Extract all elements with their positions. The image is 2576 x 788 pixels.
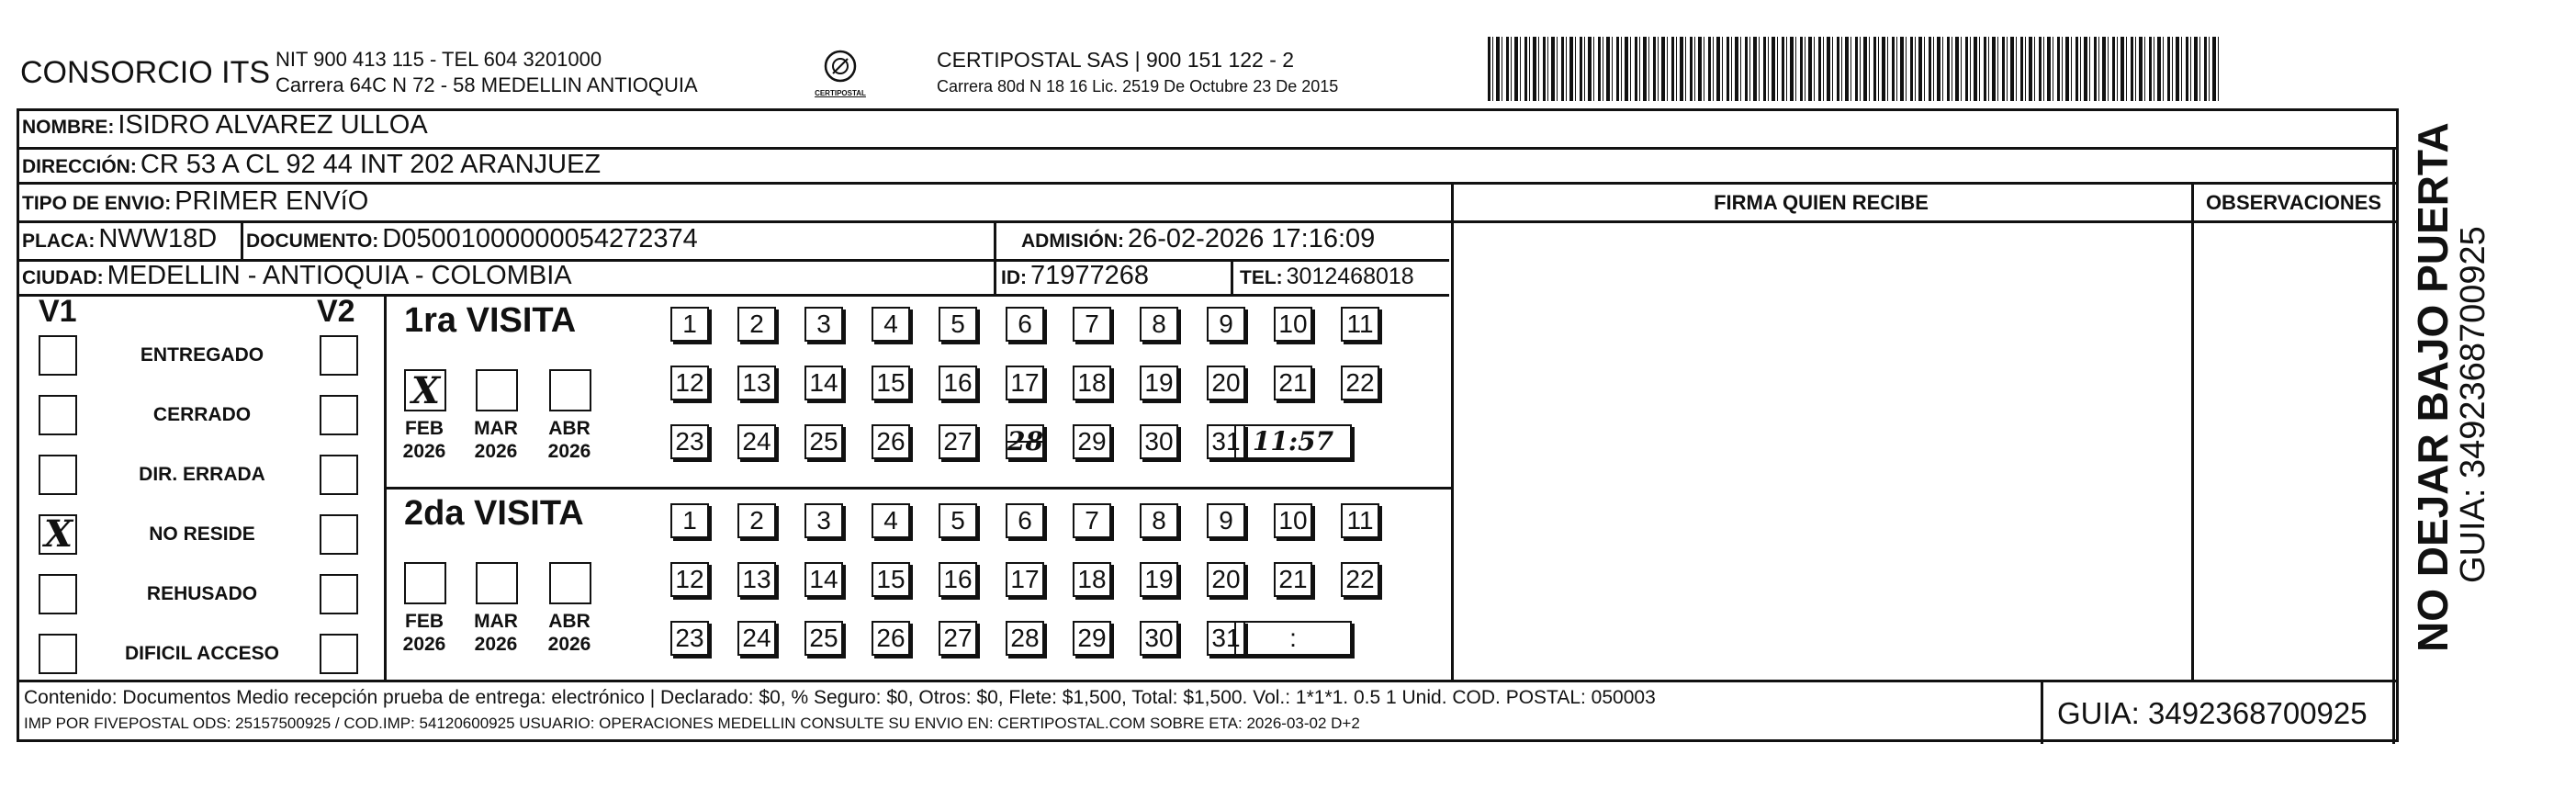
day-box[interactable]: 31 <box>1207 424 1245 459</box>
month-name: ABR <box>548 418 591 439</box>
barcode <box>1488 37 2222 101</box>
day-box[interactable]: 27 <box>939 621 977 656</box>
v1-checkbox[interactable] <box>39 634 77 674</box>
day-box[interactable]: 30 <box>1140 424 1178 459</box>
tel-value: 3012468018 <box>1286 264 1414 289</box>
day-box[interactable]: 22 <box>1341 366 1379 400</box>
day-box[interactable]: 26 <box>872 424 910 459</box>
day-box[interactable]: 10 <box>1274 503 1312 538</box>
observaciones-label: OBSERVACIONES <box>2205 191 2382 214</box>
month-year: 2026 <box>474 634 518 655</box>
status-label: DIR. ERRADA <box>139 464 265 485</box>
day-box[interactable]: 28 <box>1006 621 1044 656</box>
day-box[interactable]: 10 <box>1274 307 1312 342</box>
day-box[interactable]: 1 <box>670 503 709 538</box>
day-box[interactable]: 2 <box>737 503 776 538</box>
day-box[interactable]: 7 <box>1073 307 1111 342</box>
day-box[interactable]: 12 <box>670 562 709 597</box>
direccion-label: DIRECCIÓN: <box>22 156 137 177</box>
visit1-title: 1ra VISITA <box>404 301 577 340</box>
placa-label: PLACA: <box>22 231 96 252</box>
placa-value: NWW18D <box>98 224 218 253</box>
day-box[interactable]: 3 <box>804 307 843 342</box>
status-label: NO RESIDE <box>149 523 255 545</box>
month-label <box>542 417 597 463</box>
admision-label: ADMISIÓN: <box>1021 231 1124 252</box>
month-checkbox[interactable] <box>549 562 591 604</box>
certipostal-address: Carrera 80d N 18 16 Lic. 2519 De Octubre 23 De 2015 <box>937 77 1339 96</box>
month-year: 2026 <box>474 441 518 462</box>
v2-checkbox[interactable] <box>320 574 358 614</box>
id-label: ID: <box>1001 267 1027 288</box>
day-box[interactable]: 15 <box>872 366 910 400</box>
firma-label: FIRMA QUIEN RECIBE <box>1714 191 1929 214</box>
day-box[interactable]: 25 <box>804 424 843 459</box>
month-checkbox[interactable] <box>404 369 446 411</box>
side-guia: GUIA: 3492368700925 <box>2454 226 2492 583</box>
tipo-value: PRIMER ENVíO <box>174 186 369 216</box>
direccion-field <box>22 150 601 180</box>
no-dejar-text: NO DEJAR BAJO PUERTA <box>2409 122 2457 652</box>
month-label <box>397 417 452 463</box>
day-box[interactable]: 27 <box>939 424 977 459</box>
day-box[interactable]: 2 <box>737 307 776 342</box>
v1-checkbox[interactable] <box>39 335 77 376</box>
month-year: 2026 <box>402 634 446 655</box>
tel-label: TEL: <box>1240 267 1283 288</box>
day-box[interactable]: 20 <box>1207 366 1245 400</box>
v2-checkbox[interactable] <box>320 335 358 376</box>
day-box[interactable]: 4 <box>872 503 910 538</box>
time-box[interactable]: 11:57 <box>1234 424 1352 459</box>
month-name: FEB <box>405 611 444 632</box>
day-box[interactable]: 12 <box>670 366 709 400</box>
tipo-label: TIPO DE ENVIO: <box>22 193 172 214</box>
month-checkbox[interactable] <box>404 562 446 604</box>
documento-value: D05001000000054272374 <box>382 224 698 253</box>
v2-checkbox[interactable] <box>320 395 358 435</box>
ciudad-field <box>22 261 572 291</box>
day-box[interactable]: 26 <box>872 621 910 656</box>
placa-field <box>22 224 217 254</box>
status-label: REHUSADO <box>146 583 258 604</box>
certipostal-line: CERTIPOSTAL SAS | 900 151 122 - 2 <box>937 48 1295 72</box>
day-box[interactable]: 30 <box>1140 621 1178 656</box>
time-box[interactable]: : <box>1234 621 1352 656</box>
company-address: Carrera 64C N 72 - 58 MEDELLIN ANTIOQUIA <box>276 73 698 96</box>
day-box[interactable]: 8 <box>1140 307 1178 342</box>
day-box[interactable]: 11 <box>1341 307 1379 342</box>
v1-checkbox[interactable] <box>39 455 77 495</box>
v2-checkbox[interactable] <box>320 634 358 674</box>
day-box[interactable]: 13 <box>737 562 776 597</box>
footer-line1: Contenido: Documentos Medio recepción prueba de entrega: electrónico | Declarado: $0, % Seguro: $0, Otros: $0, Flete: $1,500, Total: $1,500. Vol.: 1*1*1. 0.5 1 Unid. COD. POSTAL: 050003 <box>24 687 1656 708</box>
month-year: 2026 <box>547 441 591 462</box>
day-box[interactable]: 8 <box>1140 503 1178 538</box>
day-box[interactable]: 19 <box>1140 562 1178 597</box>
documento-field <box>246 224 698 254</box>
logo-text: CERTIPOSTAL <box>815 89 866 97</box>
day-box[interactable]: 24 <box>737 424 776 459</box>
v1-mark: X <box>44 512 73 556</box>
day-box[interactable]: 5 <box>939 503 977 538</box>
day-box[interactable]: 19 <box>1140 366 1178 400</box>
day-box[interactable]: 18 <box>1073 366 1111 400</box>
day-box[interactable]: 29 <box>1073 424 1111 459</box>
month-checkbox[interactable] <box>549 369 591 411</box>
admision-field <box>1021 224 1375 254</box>
day-box[interactable]: 25 <box>804 621 843 656</box>
v1-header: V1 <box>39 294 77 329</box>
day-box[interactable]: 21 <box>1274 562 1312 597</box>
month-mark: X <box>411 369 441 412</box>
day-box[interactable]: 1 <box>670 307 709 342</box>
id-field <box>1001 261 1149 291</box>
day-box[interactable]: 3 <box>804 503 843 538</box>
month-label <box>468 417 523 463</box>
day-box[interactable]: 18 <box>1073 562 1111 597</box>
day-box[interactable]: 14 <box>804 366 843 400</box>
v1-checkbox[interactable] <box>39 514 77 555</box>
month-name: MAR <box>474 611 518 632</box>
month-label <box>542 610 597 656</box>
footer-line2: IMP POR FIVEPOSTAL ODS: 25157500925 / COD.IMP: 54120600925 USUARIO: OPERACIONES MEDELLIN CONSULTE SU ENVIO EN: CERTIPOSTAL.COM SOBRE ETA: 2026-03-02 D+2 <box>24 715 1360 732</box>
direccion-value: CR 53 A CL 92 44 INT 202 ARANJUEZ <box>140 150 602 179</box>
v1-checkbox[interactable] <box>39 574 77 614</box>
v1-checkbox[interactable] <box>39 395 77 435</box>
month-checkbox[interactable] <box>476 562 518 604</box>
month-name: MAR <box>474 418 518 439</box>
day-box[interactable]: 16 <box>939 562 977 597</box>
tel-field <box>1240 261 1414 290</box>
certipostal-logo <box>813 48 868 103</box>
day-box[interactable]: 20 <box>1207 562 1245 597</box>
month-label <box>468 610 523 656</box>
visit2-title: 2da VISITA <box>404 494 584 533</box>
month-checkbox[interactable] <box>476 369 518 411</box>
day-box[interactable]: 16 <box>939 366 977 400</box>
day-box[interactable]: 17 <box>1006 366 1044 400</box>
day-box[interactable]: 31 <box>1207 621 1245 656</box>
v2-checkbox[interactable] <box>320 514 358 555</box>
month-label <box>397 610 452 656</box>
v2-checkbox[interactable] <box>320 455 358 495</box>
day-box[interactable]: 11 <box>1341 503 1379 538</box>
logo-icon <box>820 48 861 84</box>
guia-box: GUIA: 3492368700925 <box>2057 696 2368 730</box>
day-box[interactable]: 14 <box>804 562 843 597</box>
id-value: 71977268 <box>1030 261 1150 290</box>
status-label: DIFICIL ACCESO <box>124 643 279 664</box>
status-label: ENTREGADO <box>140 344 264 366</box>
admision-value: 26-02-2026 17:16:09 <box>1128 224 1376 253</box>
day-box[interactable]: 17 <box>1006 562 1044 597</box>
month-year: 2026 <box>402 441 446 462</box>
day-box[interactable]: 6 <box>1006 503 1044 538</box>
day-box[interactable]: 28 <box>1006 424 1044 459</box>
day-box[interactable]: 13 <box>737 366 776 400</box>
tipo-field <box>22 186 368 217</box>
day-box[interactable]: 24 <box>737 621 776 656</box>
month-name: ABR <box>548 611 591 632</box>
nombre-value: ISIDRO ALVAREZ ULLOA <box>118 110 428 140</box>
month-year: 2026 <box>547 634 591 655</box>
day-box[interactable]: 6 <box>1006 307 1044 342</box>
day-box[interactable]: 7 <box>1073 503 1111 538</box>
documento-label: DOCUMENTO: <box>246 231 379 252</box>
nombre-field <box>22 110 428 141</box>
day-box[interactable]: 22 <box>1341 562 1379 597</box>
nit-line: NIT 900 413 115 - TEL 604 3201000 <box>276 48 602 71</box>
day-box[interactable]: 15 <box>872 562 910 597</box>
day-box[interactable]: 9 <box>1207 307 1245 342</box>
day-box[interactable]: 29 <box>1073 621 1111 656</box>
day-box[interactable]: 5 <box>939 307 977 342</box>
nombre-label: NOMBRE: <box>22 117 115 138</box>
company-name: CONSORCIO ITS <box>20 55 271 90</box>
ciudad-label: CIUDAD: <box>22 267 104 288</box>
month-name: FEB <box>405 418 444 439</box>
day-box[interactable]: 4 <box>872 307 910 342</box>
day-box[interactable]: 23 <box>670 424 709 459</box>
ciudad-value: MEDELLIN - ANTIOQUIA - COLOMBIA <box>107 261 572 290</box>
status-label: CERRADO <box>152 404 252 425</box>
day-box[interactable]: 23 <box>670 621 709 656</box>
v2-header: V2 <box>317 294 355 329</box>
day-box[interactable]: 9 <box>1207 503 1245 538</box>
day-box[interactable]: 21 <box>1274 366 1312 400</box>
